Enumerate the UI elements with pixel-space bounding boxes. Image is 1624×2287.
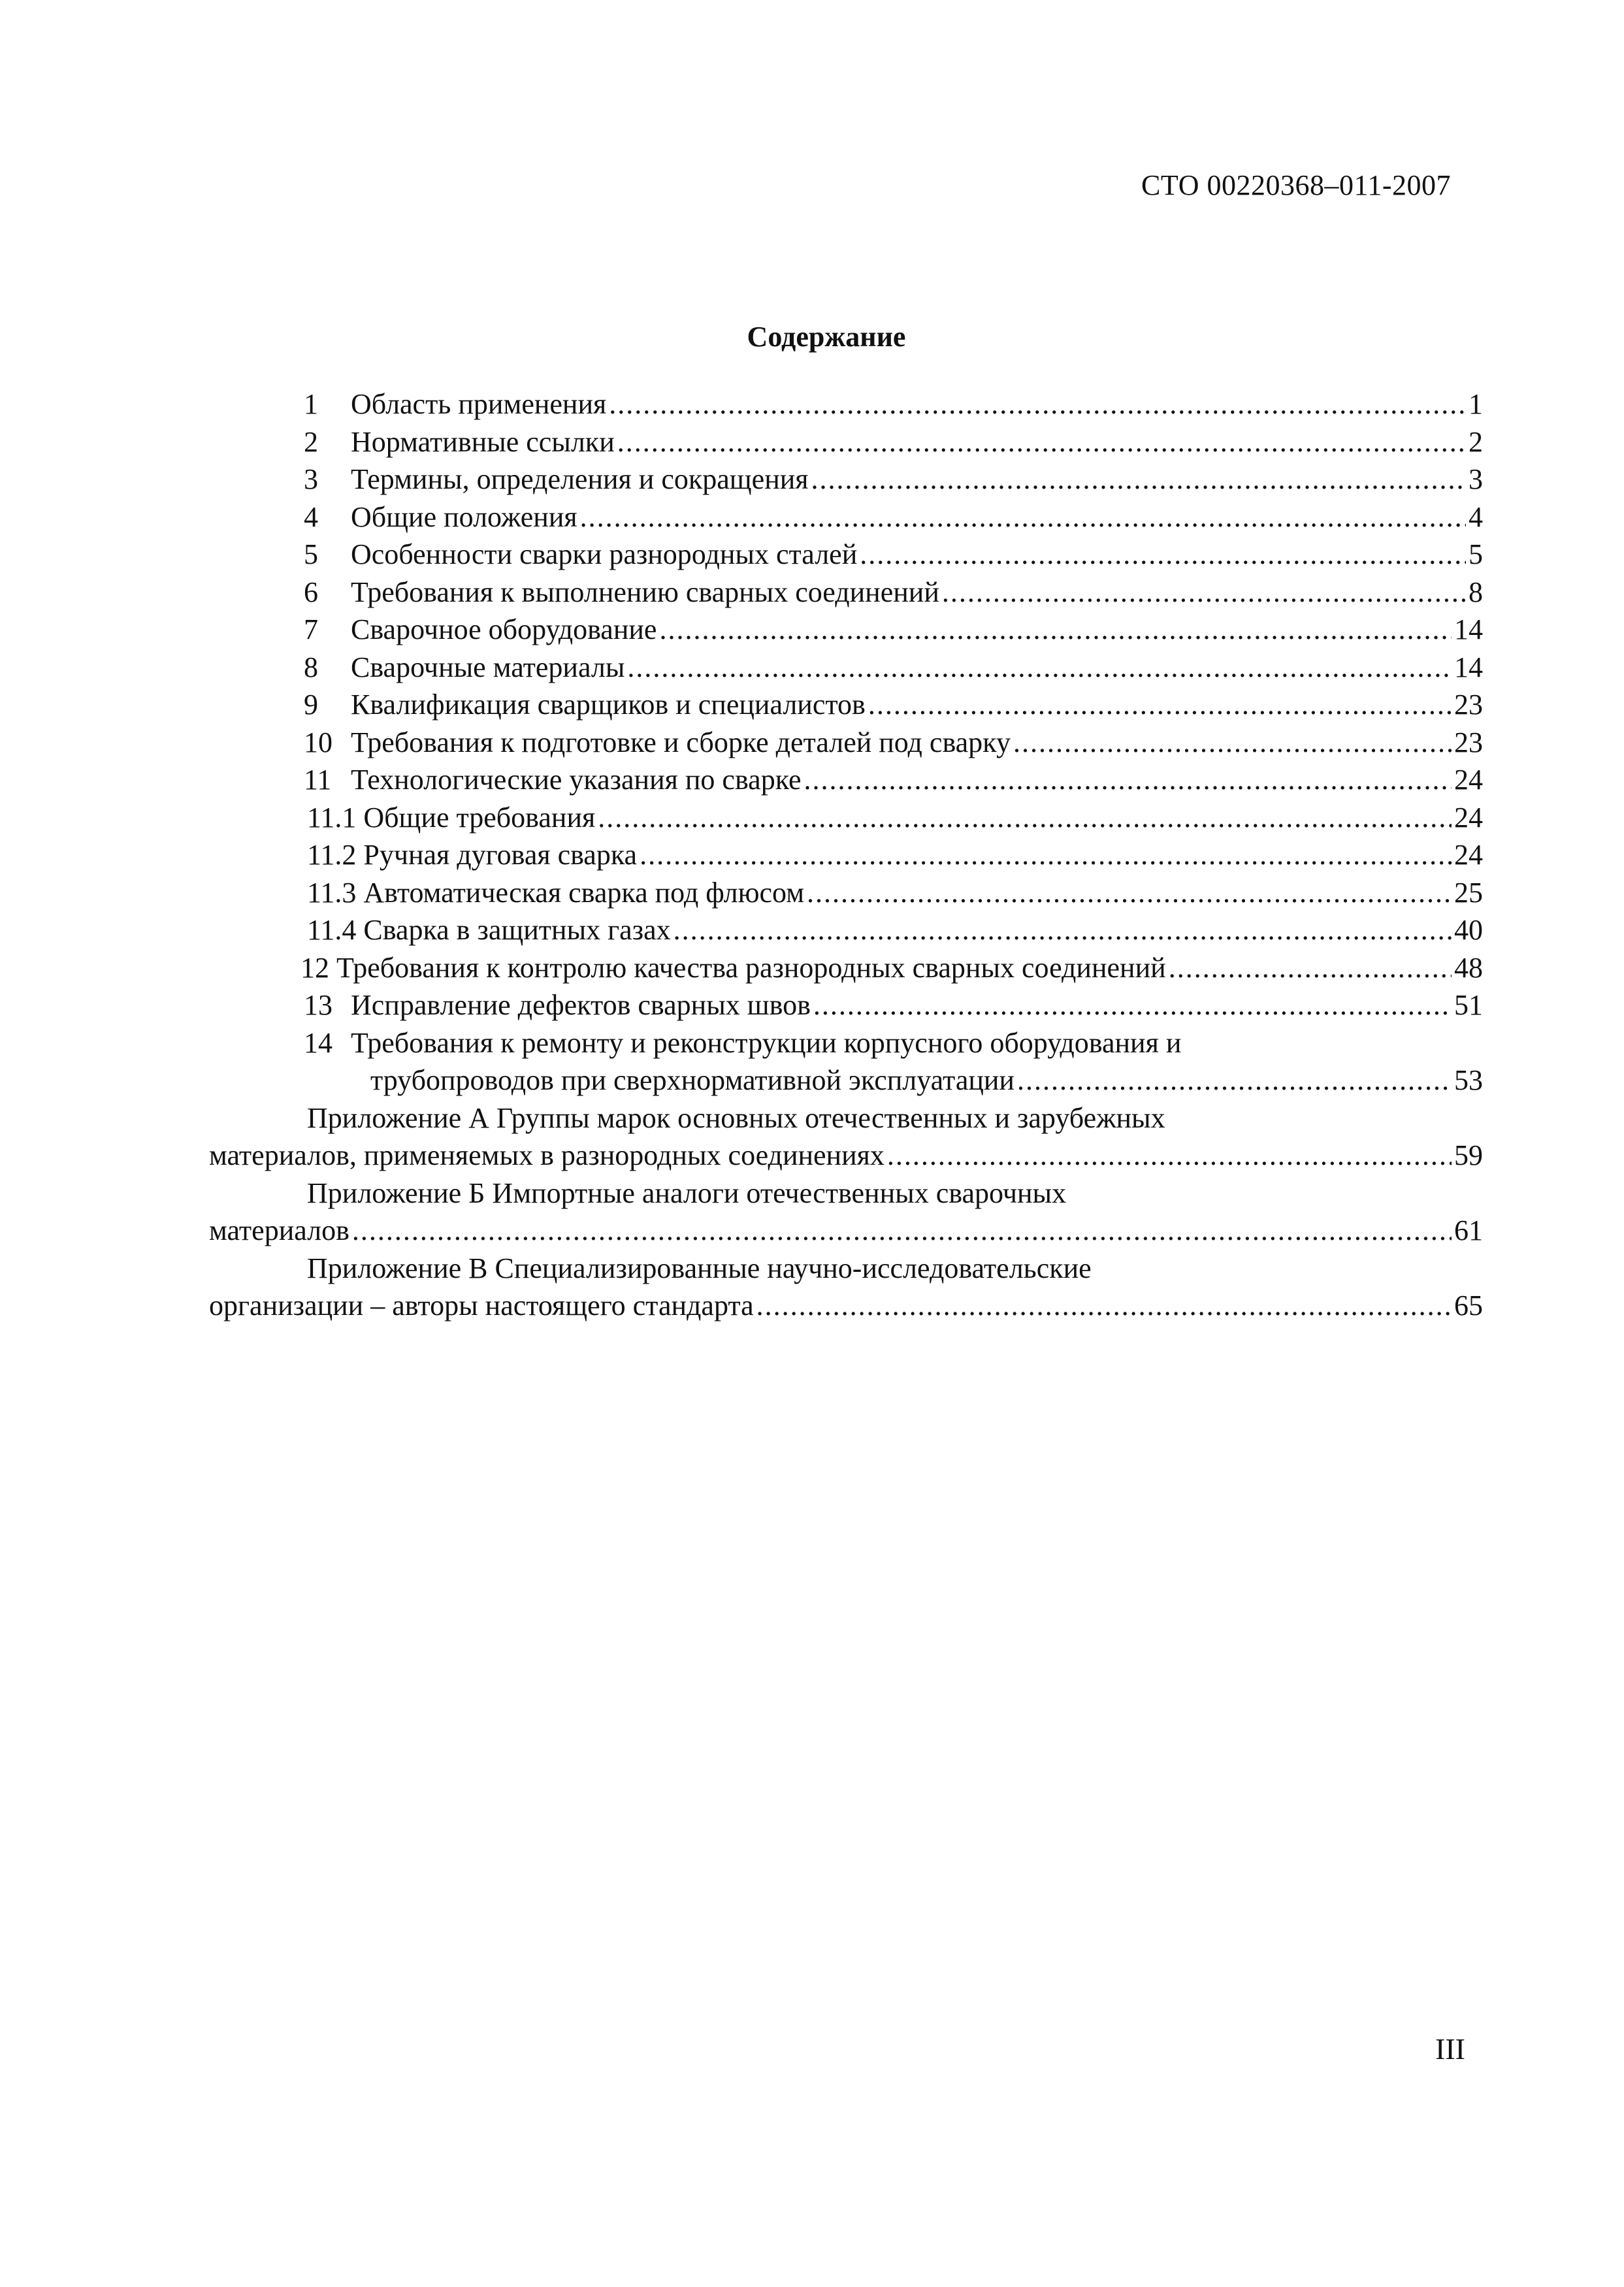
toc-entry-number: 1 [304, 388, 318, 420]
appendix-entry-continuation[interactable] [209, 1287, 1483, 1325]
appendix-entry[interactable] [209, 1099, 1483, 1137]
toc-entry[interactable] [209, 423, 1483, 461]
toc-entry-label: Сварочные материалы [351, 651, 625, 683]
toc-title: Содержание [747, 321, 906, 353]
toc-entry-page: 53 [1454, 1064, 1483, 1096]
toc-entry[interactable] [209, 498, 1483, 536]
dot-leader [1013, 724, 1452, 762]
toc-entry[interactable] [209, 536, 1483, 574]
dot-leader [617, 423, 1466, 461]
appendix-title: Приложение А Группы марок основных отечественных и зарубежных [307, 1101, 1165, 1134]
toc-entry-label: Технологические указания по сварке [351, 764, 802, 796]
toc-entry-label: Квалификация сварщиков и специалистов [351, 689, 866, 721]
toc-entry-page: 8 [1469, 576, 1483, 608]
toc-entry-page: 25 [1454, 876, 1483, 909]
toc-entry[interactable] [209, 649, 1483, 687]
document-code: СТО 00220368–011-2007 [1141, 169, 1451, 201]
dot-leader [756, 1287, 1452, 1325]
dot-leader [807, 874, 1452, 912]
toc-entry-page: 24 [1454, 764, 1483, 796]
appendix-entry-continuation[interactable] [209, 1137, 1483, 1175]
toc-entry-number: 3 [304, 463, 318, 495]
dot-leader [352, 1212, 1452, 1250]
toc-entry-number: 6 [304, 576, 318, 608]
toc-entry-label: Сварочное оборудование [351, 613, 657, 645]
toc-entry-label: 11.1 Общие требования [307, 801, 596, 834]
toc-entry[interactable] [209, 385, 1483, 423]
toc-entry[interactable] [209, 986, 1483, 1024]
appendix-title: организации – авторы настоящего стандарта [209, 1289, 754, 1322]
appendix-title: Приложение Б Импортные аналоги отечественных сварочных [307, 1176, 1067, 1209]
dot-leader [1017, 1062, 1452, 1099]
dot-leader [674, 911, 1452, 949]
toc-entry-page: 24 [1454, 801, 1483, 834]
toc-entry-number: 14 [304, 1026, 333, 1059]
dot-leader [813, 986, 1452, 1024]
toc-entry-number: 13 [304, 989, 333, 1021]
toc-entry-page: 2 [1469, 425, 1483, 458]
toc-entry-page: 48 [1454, 951, 1483, 984]
toc-entry-label: Требования к подготовке и сборке деталей под сварку [351, 726, 1011, 758]
toc-entry-page: 14 [1454, 651, 1483, 683]
toc-entry-number: 8 [304, 651, 318, 683]
toc-entry-label: Область применения [351, 388, 607, 420]
toc-entry-continuation[interactable] [209, 1062, 1483, 1099]
page-number: III [1435, 2032, 1465, 2066]
appendix-title: материалов, применяемых в разнородных соединениях [209, 1139, 885, 1171]
toc-entry-page: 24 [1454, 839, 1483, 871]
toc-entry-label: Особенности сварки разнородных сталей [351, 538, 858, 570]
appendix-entry[interactable] [209, 1250, 1483, 1288]
toc-subentry[interactable] [209, 799, 1483, 837]
toc-entry[interactable] [209, 1024, 1483, 1062]
dot-leader [627, 649, 1452, 687]
toc-entry-label: Нормативные ссылки [351, 425, 615, 458]
toc-entry-label: 11.2 Ручная дуговая сварка [307, 839, 638, 871]
toc-entry[interactable] [209, 611, 1483, 649]
appendix-page: 61 [1454, 1214, 1483, 1246]
appendix-title: материалов [209, 1214, 349, 1246]
toc-entry-number: 10 [304, 726, 333, 758]
toc-entry-label: 11.3 Автоматическая сварка под флюсом [307, 876, 805, 909]
toc-entry-label: 12 Требования к контролю качества разнородных сварных соединений [300, 951, 1166, 984]
toc-entry-number: 5 [304, 538, 318, 570]
toc-entry-page: 3 [1469, 463, 1483, 495]
toc-entry-label: Общие положения [351, 500, 577, 533]
toc-entry-page: 23 [1454, 689, 1483, 721]
toc-entry-label: Требования к выполнению сварных соединений [351, 576, 939, 608]
dot-leader [580, 498, 1466, 536]
toc-entry-label: Исправление дефектов сварных швов [351, 989, 811, 1021]
toc-entry-label: трубопроводов при сверхнормативной эксплуатации [370, 1064, 1015, 1096]
dot-leader [609, 385, 1466, 423]
toc-entry-number: 11 [304, 764, 332, 796]
dot-leader [598, 799, 1452, 837]
toc-entry-page: 51 [1454, 989, 1483, 1021]
dot-leader [804, 761, 1452, 799]
toc-entry[interactable] [209, 686, 1483, 724]
dot-leader [640, 836, 1452, 874]
toc-entry-page: 5 [1469, 538, 1483, 570]
toc-entry-label: Термины, определения и сокращения [351, 463, 809, 495]
dot-leader [860, 536, 1466, 574]
dot-leader [887, 1137, 1452, 1175]
toc-entry-number: 2 [304, 425, 318, 458]
dot-leader [1169, 949, 1452, 987]
appendix-page: 65 [1454, 1289, 1483, 1322]
dot-leader [659, 611, 1452, 649]
toc-entry-number: 4 [304, 500, 318, 533]
toc-entry-number: 7 [304, 613, 318, 645]
dot-leader [942, 574, 1466, 611]
toc-entry-page: 23 [1454, 726, 1483, 758]
toc-entry-page: 14 [1454, 613, 1483, 645]
toc-entry-page: 40 [1454, 914, 1483, 946]
appendix-entry-continuation[interactable] [209, 1212, 1483, 1250]
appendix-entry[interactable] [209, 1175, 1483, 1212]
toc-entry[interactable] [209, 574, 1483, 611]
appendix-page: 59 [1454, 1139, 1483, 1171]
toc-entry[interactable] [209, 761, 1483, 799]
dot-leader [811, 461, 1466, 498]
toc-entry-number: 9 [304, 689, 318, 721]
toc-entry-page: 1 [1469, 388, 1483, 420]
toc-entry[interactable] [209, 461, 1483, 498]
appendix-title: Приложение В Специализированные научно-исследовательские [307, 1252, 1092, 1284]
dot-leader [868, 686, 1452, 724]
toc-subentry[interactable] [209, 874, 1483, 912]
toc-entry[interactable] [209, 724, 1483, 762]
toc-entry-label: 11.4 Сварка в защитных газах [307, 914, 671, 946]
toc-subentry[interactable] [209, 911, 1483, 949]
toc-entry-label: Требования к ремонту и реконструкции корпусного оборудования и [351, 1026, 1182, 1059]
toc-entry[interactable] [209, 949, 1483, 987]
table-of-contents [209, 385, 1483, 1325]
toc-subentry[interactable] [209, 836, 1483, 874]
toc-entry-page: 4 [1469, 500, 1483, 533]
